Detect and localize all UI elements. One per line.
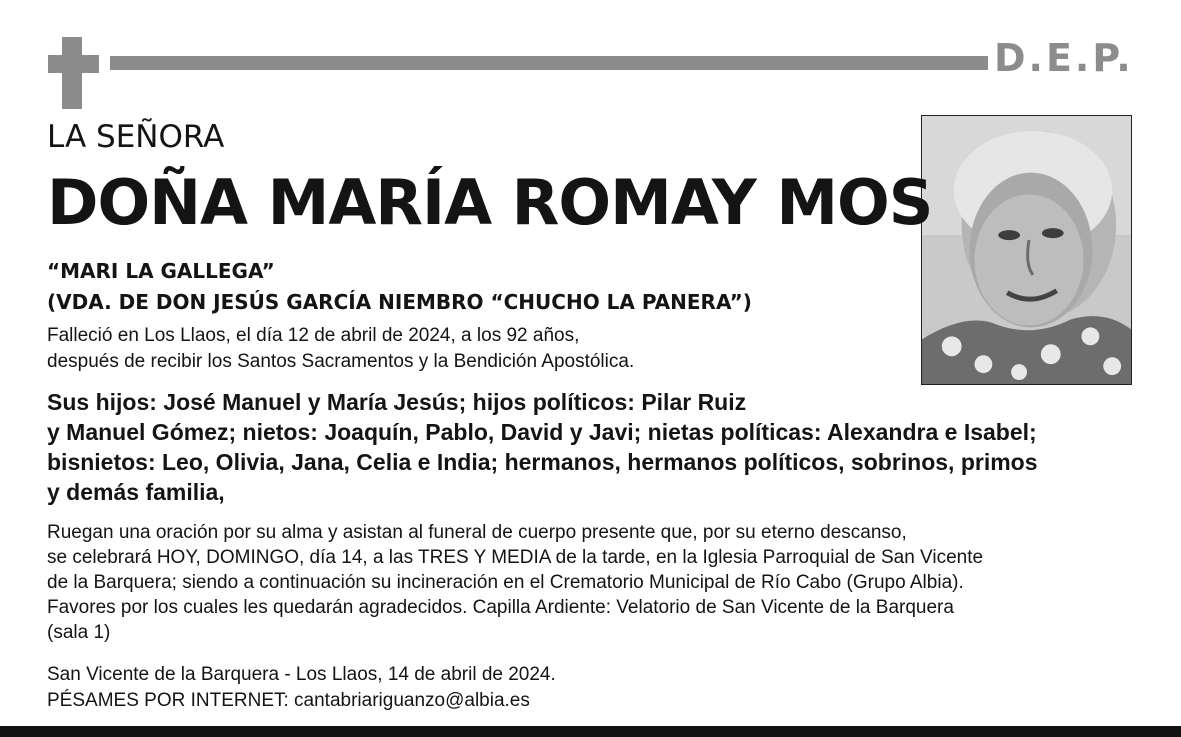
condolences-email: PÉSAMES POR INTERNET: cantabriariguanzo@albia.es [47,690,530,711]
place-and-contact [47,662,556,714]
family-line: y demás familia, [47,479,225,505]
cross-icon [62,37,82,109]
ceremony-line: (sala 1) [47,622,111,643]
place-date: San Vicente de la Barquera - Los Llaos, 14 de abril de 2024. [47,664,556,685]
family-line: y Manuel Gómez; nietos: Joaquín, Pablo, David y Javi; nietas políticas: Alexandra e Isabel; [47,419,1037,445]
death-notice-line: Falleció en Los Llaos, el día 12 de abril de 2024, a los 92 años, [47,325,580,346]
portrait-photo [921,115,1132,385]
bottom-rule [0,726,1181,737]
deceased-name: DOÑA MARÍA ROMAY MOS [47,166,933,239]
ceremony-line: de la Barquera; siendo a continuación su incineración en el Crematorio Municipal de Río Cabo (Grupo Albia). [47,572,964,593]
family-line: bisnietos: Leo, Olivia, Jana, Celia e India; hermanos, hermanos políticos, sobrinos, primos [47,449,1038,475]
family-list [47,387,1038,507]
honorific: LA SEÑORA [47,119,225,155]
ceremony-line: Favores por los cuales les quedarán agradecidos. Capilla Ardiente: Velatorio de San Vicente de la Barquera [47,597,954,618]
cross-icon-bar [48,55,99,73]
widow-of: (VDA. DE DON JESÚS GARCÍA NIEMBRO “CHUCHO LA PANERA”) [47,290,752,314]
death-notice-line: después de recibir los Santos Sacramentos y la Bendición Apostólica. [47,351,635,372]
ceremony-line: Ruegan una oración por su alma y asistan al funeral de cuerpo presente que, por su eterno descanso, [47,522,907,543]
dep-label: D.E.P. [994,36,1134,80]
nickname: “MARI LA GALLEGA” [47,259,275,283]
top-rule [110,56,988,70]
ceremony-details [47,520,983,645]
family-line: Sus hijos: José Manuel y María Jesús; hijos políticos: Pilar Ruiz [47,389,747,415]
portrait-image [922,116,1131,384]
ceremony-line: se celebrará HOY, DOMINGO, día 14, a las TRES Y MEDIA de la tarde, en la Iglesia Parroquial de San Vicente [47,547,984,568]
death-notice [47,323,634,375]
